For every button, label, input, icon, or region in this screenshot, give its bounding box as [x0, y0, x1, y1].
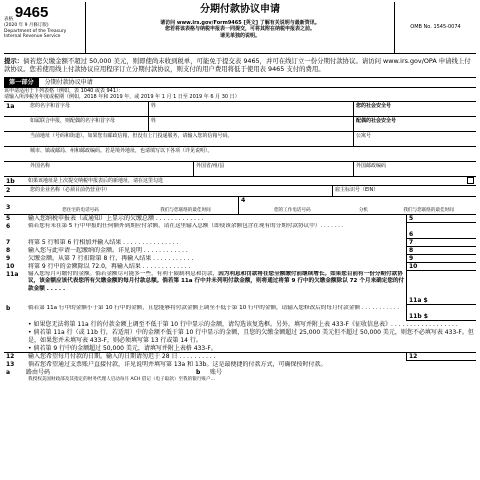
line-number: 3 — [6, 204, 11, 212]
ein-field[interactable]: 雇主标识号（EIN） — [332, 186, 476, 196]
line-number: 1a — [6, 103, 15, 111]
address-row — [4, 132, 476, 147]
box-number: 6 — [409, 230, 414, 238]
line-10-amount[interactable]: 10 — [406, 263, 476, 271]
line-text — [26, 271, 406, 305]
line-number-blank — [4, 132, 28, 146]
line-6 — [4, 223, 476, 239]
line-text: 将第 5 行和第 6 行相加并输入结果 . . . . . . . . . . . . . . . — [28, 239, 179, 247]
line-7 — [4, 239, 476, 247]
line-2-row — [4, 186, 476, 197]
line-number-blank — [4, 117, 28, 131]
form-number: 9465 — [14, 4, 49, 21]
line-number: 1b — [6, 178, 15, 186]
best-time-label: 我们与您联络的最佳时间 — [160, 208, 211, 214]
line-13-footnote: 我授权美国财政部及其指定的财务代理人启动每月 ACH 借记（电子取款）至我的银行账户... — [28, 377, 215, 383]
line-11b-amount[interactable] — [406, 305, 476, 321]
line-3-4-row — [4, 197, 476, 215]
city-row — [4, 147, 476, 162]
line-4-fields — [238, 197, 476, 214]
line-number: b — [6, 305, 11, 313]
line-number: 7 — [6, 239, 11, 247]
line-number: 5 — [6, 215, 11, 223]
best-time-label-2: 我们与您联络的最佳时间 — [403, 208, 454, 214]
form-revision: (2020 年 9 月修订版) — [4, 22, 49, 28]
bullet-2: • 倘若第 11a 行（或 11b 行，若适用）中的金额不低于第 10 行中显示的金额，且您的欠缴金额超过 25,000 美元但不超过 50,000 美元，则您不必填写表 433-F。但是，如果您并未填写表 433-F，则必须填写第 13 行或第 14 行。 — [28, 328, 474, 344]
line-11a-bold: 因为利息和罚款将在您全额缴付前继续增长。如果您目前有一份分期付款协议，该金额应该代表您所有欠缴金额的每月付款总额。倘若第 11a 行中并未列明付款金额，则将通过将第 9 行中的欠缴金额除以 72 个月来确定您的付款金额 . . . . . — [28, 271, 405, 292]
line-12 — [4, 353, 476, 361]
line-6-amount[interactable] — [406, 223, 476, 239]
line-number: 8 — [6, 247, 11, 255]
spouse-first-name-field[interactable]: 如属联合申报，则配偶的名字和首字母 — [30, 118, 116, 125]
spouse-last-name-field[interactable]: 姓 — [148, 117, 353, 131]
foreign-row — [4, 162, 476, 177]
line-number: b — [196, 369, 201, 377]
address-field[interactable]: 当前地址（号码和街道）。如果您有邮政信箱，但没有上门投递服务，请输入您的信箱号码。 — [30, 133, 233, 140]
line-number: 10 — [6, 263, 15, 271]
line-9 — [4, 255, 476, 263]
line-number: 12 — [6, 353, 15, 361]
line-5 — [4, 215, 476, 223]
foreign-province-field[interactable]: 外国省/州/县 — [193, 162, 353, 176]
line-11a — [4, 271, 476, 305]
page-title: 分期付款协议申请 — [200, 4, 280, 15]
line-11a-text: 输入您每月可缴付的金额。倘若金额尽可能多一些，有利于限制利息和罚款， — [28, 271, 219, 278]
foreign-country-field[interactable]: 外国名称 — [30, 163, 51, 170]
header-line-3: 请见单独的说明。 — [219, 33, 260, 39]
part-1-instruction-2: 请输入所涉税务年度或税期（例如，2018 年和 2019 年，或 2019 年 1 月 1 日至 2019 年 6 月 30 日） — [4, 94, 476, 102]
apt-field[interactable]: 公寓号 — [353, 132, 476, 146]
first-name-field[interactable]: 您的名字和首字母 — [30, 103, 71, 110]
form-title-block — [86, 2, 394, 53]
line-number: 2 — [6, 187, 11, 195]
line-number: a — [6, 369, 11, 377]
foreign-postal-field[interactable]: 外国邮政编码 — [353, 162, 476, 176]
spouse-ssn-field[interactable]: 配偶的社会安全号 — [353, 117, 476, 131]
header-line-2: 您若将该表格与纳税申报表一同提交，可将其附在纳税申报表之前。 — [164, 26, 315, 33]
form-header — [4, 2, 476, 54]
line-7-amount[interactable]: 7 — [406, 239, 476, 247]
form-word: 表格 — [4, 17, 13, 23]
line-text: 输入您希望每月付款的日期。输入的日期请勿迟于 28 日 . . . . . . . . . . — [28, 353, 216, 361]
line-9-amount[interactable]: 9 — [406, 255, 476, 263]
line-1b-text: 如果该地址是上次提交纳税申报表后的新地址，请在这里勾选 — [28, 178, 164, 185]
line-13 — [4, 361, 476, 369]
line-text: 倘若第 11a 行中的金额小于第 10 行中的金额，且您能够将付款金额上调至不低于第 10 行中的金额，请输入您修改后的每月付款金额 . . . . . . . . . . . — [28, 305, 400, 312]
omb-number: OMB No. 1545-0074 — [394, 2, 476, 53]
ext-label: 分机 — [358, 208, 369, 214]
ssn-field[interactable]: 您的社会安全号 — [353, 102, 476, 116]
line-number-blank — [4, 147, 28, 161]
line-text: 输入您与此申请一起缴纳的金额。详见说明 . . . . . . . . . . . . — [28, 247, 188, 255]
tip-paragraph — [4, 54, 476, 78]
line-10 — [4, 263, 476, 271]
line-3-fields — [28, 197, 238, 214]
home-phone-label: 您住宅的电话号码 — [62, 208, 99, 214]
line-8-amount[interactable]: 8 — [406, 247, 476, 255]
work-phone-label: 您的工作电话号码 — [273, 208, 311, 214]
box-number: 11a $ — [409, 296, 428, 304]
line-number: 11a — [6, 271, 19, 279]
bullet-3: • 倘若第 9 行中的金额超过 50,000 美元，请填写并附上表格 433-F。 — [4, 345, 476, 354]
line-text: 输入您纳税申报表（或通知）上显示的欠缴总额 . . . . . . . . . . . . . — [28, 215, 204, 223]
box-number: 11b $ — [409, 312, 428, 320]
line-number: 4 — [241, 197, 246, 205]
form-id-block — [4, 2, 86, 53]
routing-label: 路由号码 — [26, 369, 51, 377]
line-12-amount[interactable]: 12 — [406, 353, 476, 361]
tip-label: 提示： — [4, 57, 24, 65]
spouse-row — [4, 117, 476, 132]
line-1b-row — [4, 177, 476, 186]
line-text: 倘若您有未在第 5 行中申报的任何额外到期应付余额，请在这里输入总额（即使该余额包含在现有的分期付款协议中）. . . . . . . — [28, 223, 344, 230]
address-change-checkbox[interactable] — [467, 177, 474, 184]
department: Department of the Treasury — [4, 28, 67, 34]
part-1-instruction-1: 该申请适用于下列表格（例如，表 1040 或表 941）： — [4, 87, 124, 94]
line-text: 欠缴金额。从第 7 行扣除第 8 行，再输入结果 . . . . . . . . . . . — [28, 255, 194, 263]
part-1-label: 第一部分 — [4, 78, 39, 87]
line-5-amount[interactable]: 5 — [406, 215, 476, 223]
line-1a-row — [4, 102, 476, 117]
line-number: 9 — [6, 255, 11, 263]
account-label: 账号 — [210, 369, 223, 377]
line-text: 倘若您希望通过支票账户直接付款，详见说明并填写第 13a 和 13b。这是最便捷的付款方式，可确保按时付款。 — [28, 361, 327, 369]
header-line-1: 请访问 www.irs.gov/Form9465 [英文] 了解有关说明与最新资讯。 — [160, 19, 320, 26]
tip-text: 倘若您欠缴金额不超过 50,000 美元，则即使尚未收到税单，可能免于提交表 9465，并可在线订立一份分期付款协议。请访问 www.irs.gov/OPA 申请线上付款协议。您若使用线上付款协议应用程序订立分期付款协议，则支付的用户费用将低于使用表 9465 支付的费用。 — [4, 57, 471, 74]
line-text: 将第 9 行中的金额除以 72.0，再输入结果 . . . . . . . . . . . . . — [28, 263, 191, 271]
line-number: 6 — [6, 223, 11, 231]
line-8 — [4, 247, 476, 255]
line-11a-amount[interactable] — [406, 271, 476, 305]
bullet-1: • 如果您无法将第 11a 行的付款金额上调至不低于第 10 行中显示的金额，请勾选该复选框。另外，填写并附上表 433-F《征收信息表》. . . . . . . . . . . . . . . . . . — [28, 321, 458, 329]
last-name-field[interactable]: 姓 — [148, 102, 353, 116]
line-number-blank — [4, 162, 28, 176]
line-11b — [4, 305, 476, 321]
business-name-field[interactable]: 您的企业名称（必须目前仍营业中） — [30, 187, 111, 194]
part-1-bar — [4, 79, 476, 88]
city-state-zip-field[interactable]: 城市、镇或邮局、州和邮政编码。若是境外地址，也请填写以下各项（详见说明）。 — [30, 148, 213, 155]
part-1-title: 分期付款协议申请 — [44, 78, 93, 86]
line-number: 13 — [6, 361, 15, 369]
irs-name: Internal Revenue Service — [4, 34, 61, 40]
